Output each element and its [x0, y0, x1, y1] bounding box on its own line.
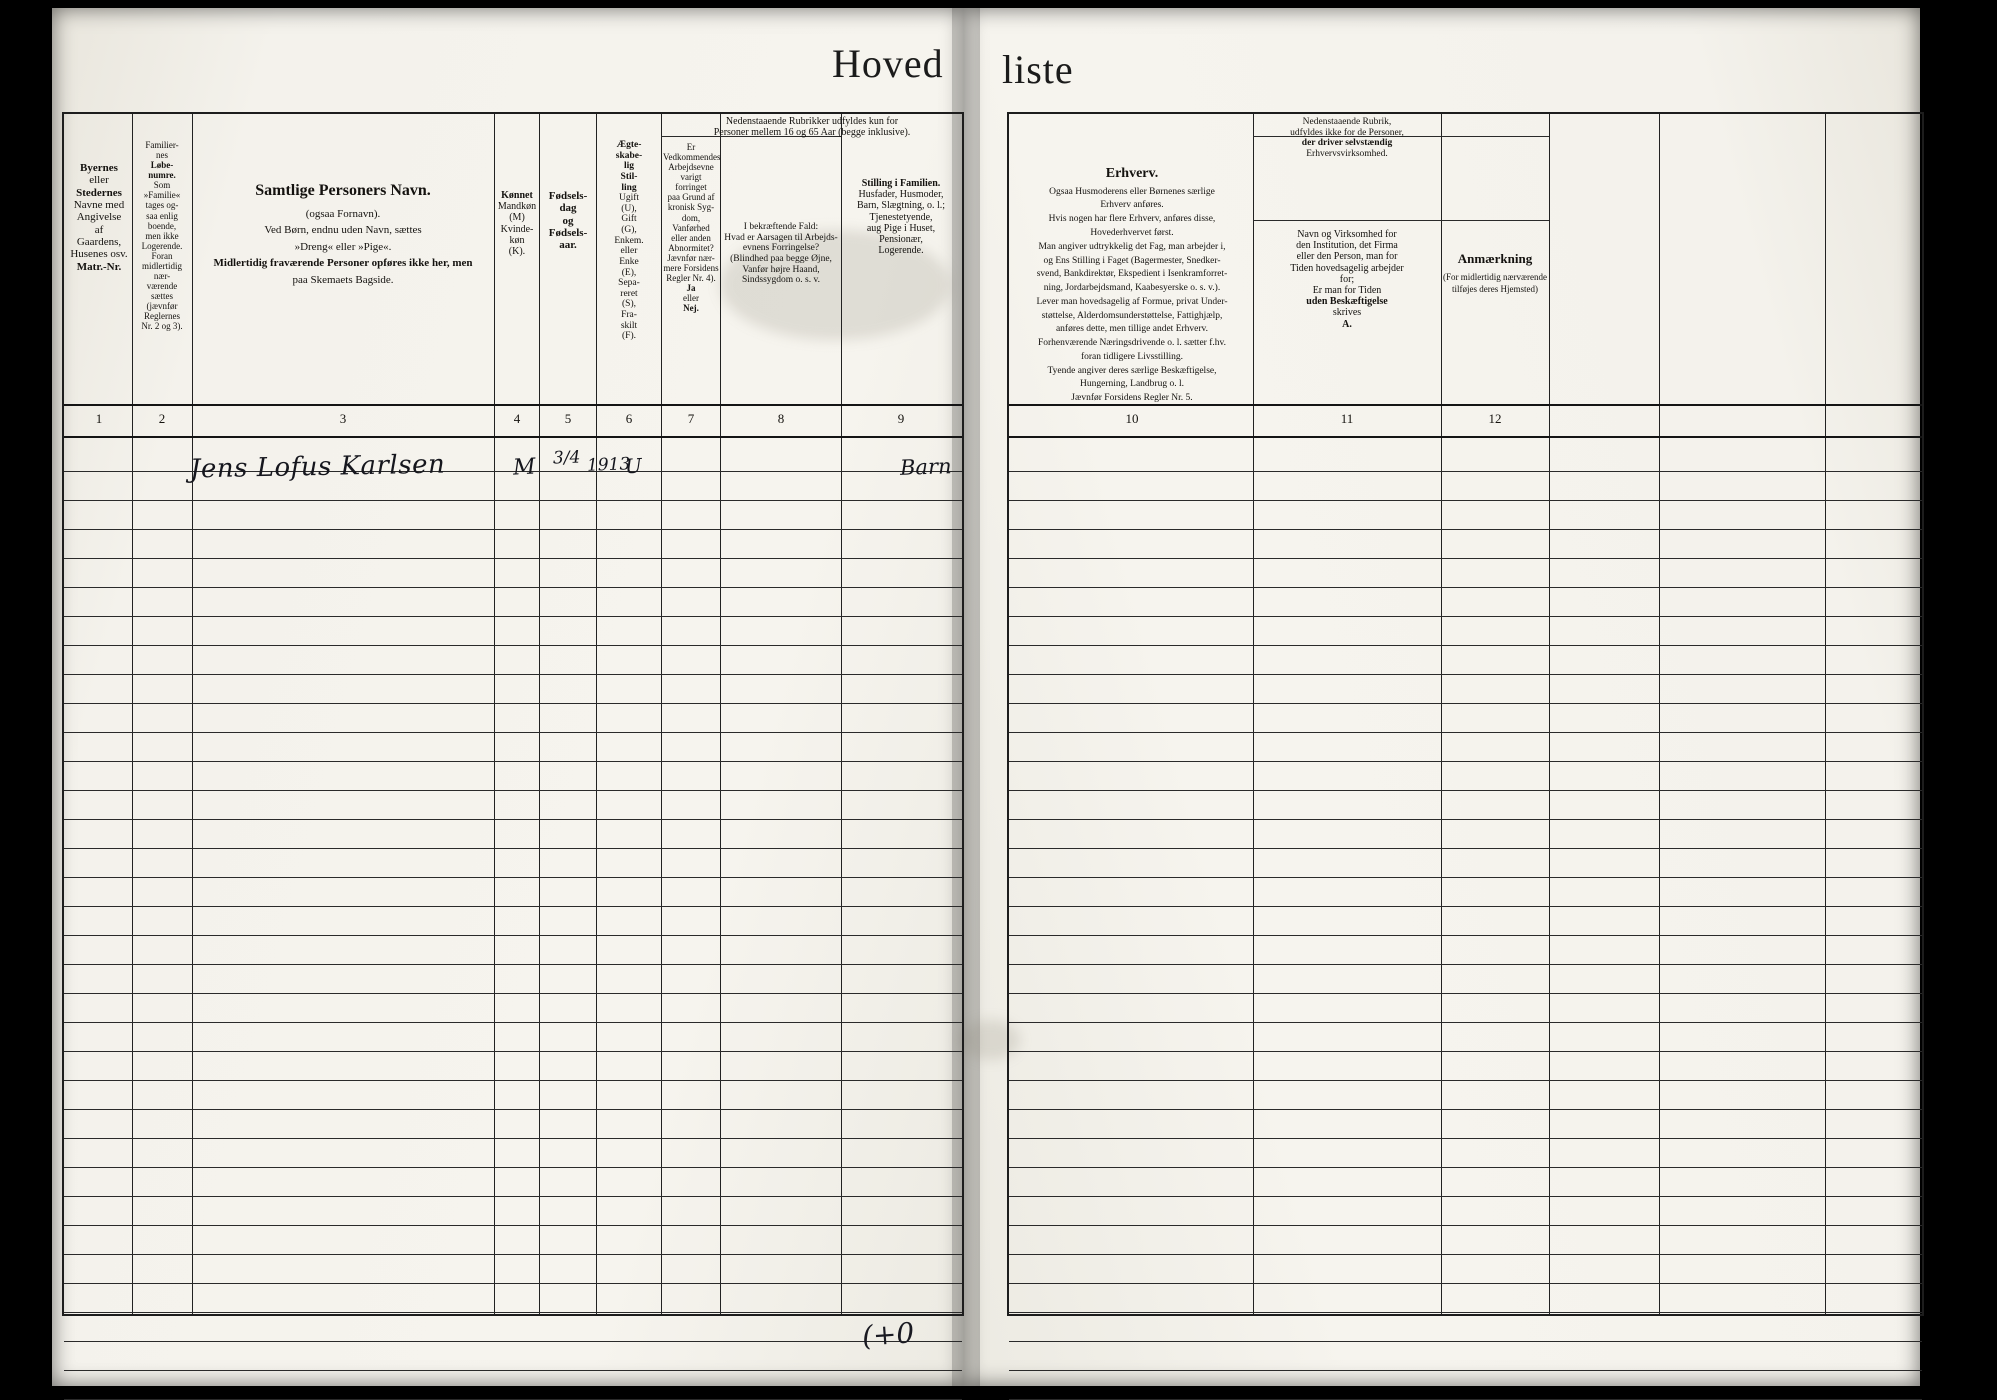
header-line: Løbe- — [150, 160, 174, 171]
header-line: Stilling i Familien. — [861, 178, 941, 189]
header-line: Kvinde- — [500, 223, 534, 235]
header-line: den Institution, det Firma — [1296, 240, 1398, 252]
header-col-12-title: Anmærkning — [1457, 251, 1533, 266]
header-line: Er man for Tiden — [1312, 284, 1382, 296]
header-line: Reglernes — [144, 311, 180, 322]
header-line: Enke — [619, 256, 639, 267]
header-col-6 — [598, 140, 660, 342]
header-line: paa Grund af — [667, 192, 715, 203]
header-line: nær- — [153, 271, 171, 282]
header-col-7 — [663, 142, 719, 313]
page-title-left: Hoved — [832, 41, 944, 86]
header-span-note — [663, 116, 961, 138]
header-line: paa Skemaets Bagside. — [292, 273, 394, 286]
header-line: (K). — [508, 245, 526, 257]
header-line: saa enlig — [146, 210, 178, 221]
header-line: udfyldes ikke for de Personer, — [1290, 127, 1404, 138]
header-line: Ja — [686, 283, 696, 294]
colnum-3: 3 — [339, 411, 347, 426]
header-line: eller — [620, 246, 638, 257]
handwritten-family-position: Barn — [899, 454, 952, 480]
header-line: støttelse, Alderdomsunderstøttelse, Fattighjælp, — [1041, 310, 1223, 321]
header-line: og Ens Stilling i Faget (Bagermester, Snedker- — [1043, 255, 1221, 266]
header-line: (F). — [622, 331, 636, 342]
header-line: ning, Jordarbejdsmand, Kaabesyerske o. s. v.). — [1043, 283, 1221, 294]
header-line: Stedernes — [76, 186, 122, 199]
header-line: eller — [683, 293, 699, 304]
header-line: ling — [621, 182, 637, 193]
colnum-6: 6 — [625, 411, 633, 426]
header-line: Erhverv anføres. — [1100, 200, 1164, 211]
header-line: men ikke — [145, 230, 179, 241]
header-line: Nej. — [683, 303, 699, 314]
header-line: aar. — [559, 239, 577, 252]
header-line: Fra- — [621, 310, 637, 320]
header-line: der driver selvstændig — [1301, 138, 1393, 149]
header-line: eller — [89, 174, 109, 187]
header-line: Sepa- — [618, 278, 640, 289]
right-form-table — [1007, 112, 1924, 1316]
colnum-4: 4 — [513, 411, 521, 426]
header-line: Hovederhvervet først. — [1090, 227, 1174, 238]
header-line: I bekræftende Fald: — [743, 222, 819, 232]
handwritten-footer-note: (+0 — [860, 1316, 916, 1353]
header-line: numre. — [148, 170, 176, 181]
header-line: skilt — [620, 320, 638, 331]
header-line: Pensionær, — [879, 233, 923, 245]
header-line: for; — [1339, 273, 1355, 285]
header-line: skabe- — [615, 150, 643, 161]
header-line: Foran — [151, 250, 173, 261]
header-line: Ogsaa Husmoderens eller Børnenes særlige — [1049, 186, 1215, 197]
colnum-12: 12 — [1488, 411, 1502, 426]
header-line: Logerende. — [878, 245, 924, 257]
header-line: (G), — [621, 225, 637, 235]
header-col-5 — [541, 190, 595, 252]
handwritten-sex: M — [512, 454, 537, 481]
header-line: (U), — [621, 203, 637, 214]
header-line: nes — [156, 150, 168, 161]
header-line: Barn, Slægtning, o. l.; — [856, 200, 946, 212]
header-line: (E), — [621, 267, 637, 278]
header-line: eller den Person, man for — [1296, 251, 1398, 263]
handwritten-civil-status: U — [624, 453, 643, 479]
header-line: (M) — [509, 212, 525, 224]
header-line: Regler Nr. 4). — [666, 273, 716, 284]
header-line: »Dreng« eller »Pige«. — [294, 240, 392, 253]
header-line: Husfader, Husmoder, — [858, 189, 944, 201]
header-line: Sindssygdom o. s. v. — [741, 275, 821, 286]
header-line: Som — [153, 180, 171, 191]
header-line: og — [562, 214, 574, 227]
header-line: Ved Børn, endnu uden Navn, sættes — [264, 224, 422, 237]
header-line: Familier- — [145, 140, 179, 150]
header-col-8 — [722, 222, 840, 286]
header-line: boende, — [147, 220, 177, 231]
header-col-11 — [1255, 229, 1439, 330]
header-line: Navne med — [73, 198, 125, 211]
colnum-7: 7 — [687, 411, 695, 426]
header-line: evnens Forringelse? — [742, 243, 820, 254]
header-line: (Blindhed paa begge Øjne, — [730, 253, 832, 264]
header-line: Vedkommendes — [663, 152, 721, 163]
header-line: Man angiver udtrykkelig det Fag, man arbejder i, — [1038, 241, 1226, 252]
header-line: (ogsaa Fornavn). — [305, 207, 381, 220]
header-line: værende — [146, 281, 178, 292]
header-line: Navn og Virksomhed for — [1297, 229, 1397, 240]
page-title-right: liste — [1002, 47, 1074, 92]
header-line: Husenes osv. — [70, 248, 128, 261]
header-line: Gift — [621, 214, 637, 225]
header-col-10-title: Erhverv. — [1105, 166, 1159, 181]
header-line: Logerende. — [141, 240, 183, 251]
header-line: Kønnet — [501, 190, 533, 201]
header-col-3-title: Samtlige Personers Navn. — [255, 182, 431, 199]
header-line: Matr.-Nr. — [76, 260, 122, 273]
handwritten-birth-year: 1913 — [586, 454, 631, 476]
header-line: aug Pige i Huset, — [866, 222, 936, 234]
header-col-12 — [1443, 252, 1547, 296]
header-line: Fødsels- — [548, 226, 588, 239]
header-line: Jævnfør Forsidens Regler Nr. 5. — [1071, 393, 1193, 404]
header-line: reret — [620, 288, 638, 299]
header-line: Erhvervsvirksomhed. — [1306, 148, 1388, 159]
header-line: Forhenværende Næringsdrivende o. l. sætter f.hv. — [1037, 338, 1227, 349]
header-line: Midlertidig fraværende Personer opføres ikke her, men — [213, 257, 473, 270]
header-line: skrives — [1332, 307, 1362, 319]
header-line: foran tidligere Livsstilling. — [1080, 351, 1184, 362]
header-line: Arbejdsevne — [668, 162, 714, 173]
header-line: »Familie« — [143, 190, 181, 201]
header-line: Hvis nogen har flere Erhverv, anføres disse, — [1048, 214, 1216, 225]
header-line: tages og- — [145, 200, 179, 211]
header-line: Er — [686, 142, 696, 152]
colnum-1: 1 — [95, 411, 103, 426]
header-line: Gaardens, — [76, 235, 122, 248]
colnum-10: 10 — [1125, 411, 1139, 426]
header-col-2 — [133, 140, 191, 331]
header-line: Tiden hovedsagelig arbejder — [1290, 262, 1404, 274]
header-line: Angivelse — [76, 211, 122, 224]
header-line: Jævnfør nær- — [667, 252, 715, 263]
header-line: Nedenstaaende Rubrikker udfyldes kun for — [725, 116, 899, 127]
header-line: Abnormitet? — [668, 242, 714, 253]
header-line: køn — [509, 234, 525, 246]
header-line: Stil- — [620, 171, 638, 182]
handwritten-birth-day: 3/4 — [552, 447, 581, 469]
header-line: Nedenstaaende Rubrik, — [1302, 117, 1392, 127]
header-col-10 — [1013, 166, 1251, 406]
header-line: Tjenestetyende, — [869, 211, 933, 223]
header-line: Hungerning, Landbrug o. l. — [1080, 379, 1184, 390]
header-line: midlertidig — [142, 260, 182, 271]
header-line: (S), — [622, 299, 636, 310]
header-line: Byernes — [80, 162, 118, 174]
header-line: eller anden — [671, 232, 711, 243]
header-line: kronisk Syg- — [667, 202, 715, 213]
header-line: af — [94, 223, 104, 236]
header-line: Fødsels- — [548, 190, 588, 202]
colnum-2: 2 — [158, 411, 166, 426]
header-line: Mandkøn — [497, 201, 537, 213]
header-line: Nr. 2 og 3). — [141, 321, 183, 332]
header-col-9 — [843, 178, 959, 256]
header-line: sættes — [150, 291, 173, 302]
header-line: Ugift — [618, 193, 640, 204]
header-line: (jævnfør — [146, 301, 178, 312]
colnum-9: 9 — [897, 411, 905, 426]
header-col-3 — [194, 182, 492, 288]
header-line: (For midlertidig nærværende — [1443, 271, 1547, 282]
header-line: A. — [1342, 318, 1352, 330]
header-line: uden Beskæftigelse — [1306, 296, 1388, 308]
header-line: dom, Vanførhed — [672, 212, 710, 233]
header-col-11-note — [1255, 117, 1439, 160]
header-line: anføres dette, men tillige andet Erhverv. — [1055, 324, 1209, 335]
colnum-11: 11 — [1340, 411, 1354, 426]
header-line: Lever man hovedsagelig af Formue, privat Under- — [1036, 296, 1228, 307]
header-line: svend, Bankdirektør, Ekspedient i Isenkramforret- — [1036, 269, 1228, 280]
header-col-1 — [66, 162, 132, 273]
header-line: lig — [623, 161, 635, 172]
left-form-table — [62, 112, 964, 1316]
header-line: tilføjes deres Hjemsted) — [1452, 284, 1538, 295]
header-line: Tyende angiver deres særlige Beskæftigelse, — [1047, 365, 1217, 376]
header-line: varigt — [680, 172, 702, 183]
handwritten-name: Jens Lofus Karlsen — [189, 449, 446, 485]
header-line: mere Forsidens — [663, 262, 719, 273]
colnum-8: 8 — [777, 411, 785, 426]
header-line: dag — [559, 202, 577, 215]
header-line: Vanfør højre Haand, — [742, 264, 820, 275]
colnum-5: 5 — [564, 411, 572, 426]
header-line: Personer mellem 16 og 65 Aar (begge inklusive). — [713, 127, 911, 139]
header-line: Hvad er Aarsagen til Arbejds- — [724, 232, 838, 243]
header-line: Enkem. — [614, 235, 644, 246]
header-line: Ægte- — [616, 140, 642, 150]
header-line: forringet — [675, 182, 707, 193]
header-col-4 — [496, 190, 538, 257]
